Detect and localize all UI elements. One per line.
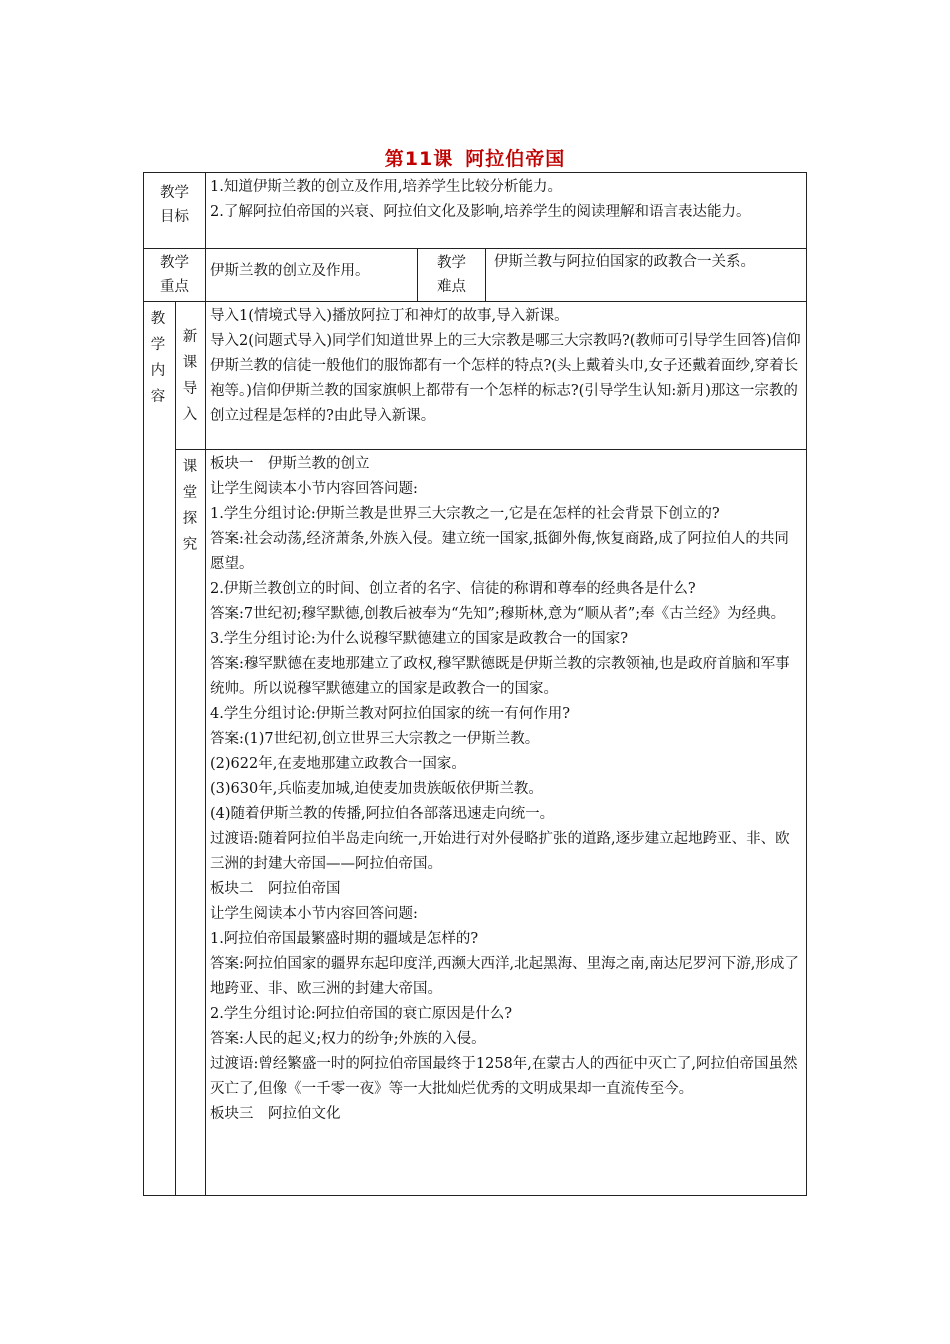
- goals-cell: [206, 173, 807, 249]
- explore-paragraph: 答案:阿拉伯国家的疆界东起印度洋,西濒大西洋,北起黑海、里海之南,南达尼罗河下游,形成了地跨亚、非、欧三洲的封建大帝国。: [210, 956, 799, 997]
- goal-item: 1.知道伊斯兰教的创立及作用,培养学生比较分析能力。: [210, 179, 562, 195]
- difficult-label: 教学难点: [418, 249, 486, 302]
- explore-paragraph: 让学生阅读本小节内容回答问题:: [210, 906, 418, 922]
- content-label: [144, 302, 176, 1196]
- explore-label: [176, 450, 206, 1196]
- explore-paragraph: 1.学生分组讨论:伊斯兰教是世界三大宗教之一,它是在怎样的社会背景下创立的?: [210, 506, 720, 522]
- explore-paragraph: 4.学生分组讨论:伊斯兰教对阿拉伯国家的统一有何作用?: [210, 706, 570, 722]
- goal-item: 2.了解阿拉伯帝国的兴衰、阿拉伯文化及影响,培养学生的阅读理解和语言表达能力。: [210, 204, 751, 220]
- explore-paragraph: (2)622年,在麦地那建立政教合一国家。: [210, 756, 466, 772]
- explore-label-text: 课堂探究: [182, 459, 198, 553]
- explore-paragraph: 答案:(1)7世纪初,创立世界三大宗教之一伊斯兰教。: [210, 731, 540, 747]
- explore-paragraph: 3.学生分组讨论:为什么说穆罕默德建立的国家是政教合一的国家?: [210, 631, 628, 647]
- explore-paragraph: 答案:社会动荡,经济萧条,外族入侵。建立统一国家,抵御外侮,恢复商路,成了阿拉伯人的共同愿望。: [210, 531, 789, 572]
- explore-paragraph: 板块二 阿拉伯帝国: [210, 881, 341, 897]
- lesson-name: 阿拉伯帝国: [465, 148, 566, 170]
- intro-paragraph: 导入1(情境式导入)播放阿拉丁和神灯的故事,导入新课。: [210, 308, 569, 324]
- key-row: [144, 249, 807, 302]
- explore-row: [144, 450, 807, 1196]
- explore-paragraph: 过渡语:随着阿拉伯半岛走向统一,开始进行对外侵略扩张的道路,逐步建立起地跨亚、非、欧三洲的封建大帝国——阿拉伯帝国。: [210, 831, 790, 872]
- explore-paragraph: 板块三 阿拉伯文化: [210, 1106, 341, 1122]
- explore-paragraph: 答案:7世纪初;穆罕默德,创教后被奉为“先知”;穆斯林,意为“顺从者”;奉《古兰经》为经典。: [210, 606, 786, 622]
- intro-label: [176, 302, 206, 450]
- intro-row: [144, 302, 807, 450]
- intro-label-text: 新课导入: [182, 329, 198, 423]
- explore-paragraph: 2.学生分组讨论:阿拉伯帝国的衰亡原因是什么?: [210, 1006, 512, 1022]
- explore-paragraph: 过渡语:曾经繁盛一时的阿拉伯帝国最终于1258年,在蒙古人的西征中灭亡了,阿拉伯帝国虽然灭亡了,但像《一千零一夜》等一大批灿烂优秀的文明成果却一直流传至今。: [210, 1056, 798, 1097]
- lesson-plan-table: [143, 172, 807, 1196]
- explore-paragraph: 答案:人民的起义;权力的纷争;外族的入侵。: [210, 1031, 486, 1047]
- explore-paragraph: 2.伊斯兰教创立的时间、创立者的名字、信徒的称谓和尊奉的经典各是什么?: [210, 581, 696, 597]
- explore-cell: [206, 450, 807, 1196]
- explore-paragraph: 答案:穆罕默德在麦地那建立了政权,穆罕默德既是伊斯兰教的宗教领袖,也是政府首脑和军事统帅。所以说穆罕默德建立的国家是政教合一的国家。: [210, 656, 790, 697]
- key-text: 伊斯兰教的创立及作用。: [206, 249, 418, 302]
- explore-paragraph: (3)630年,兵临麦加城,迫使麦加贵族皈依伊斯兰教。: [210, 781, 543, 797]
- goals-row: [144, 173, 807, 249]
- key-label: 教学重点: [144, 249, 206, 302]
- intro-paragraph: 导入2(问题式导入)同学们知道世界上的三大宗教是哪三大宗教吗?(教师可引导学生回答)信仰伊斯兰教的信徒一般他们的服饰都有一个怎样的特点?(头上戴着头巾,女子还戴着面纱,穿着长袍等。)信仰伊斯兰教的国家旗帜上都带有一个怎样的标志?(引导学生认知:新月)那这一宗教的创立过程是怎样的?由此导入新课。: [210, 333, 801, 424]
- lesson-number: 第11课: [384, 148, 454, 170]
- page-title: [0, 144, 950, 171]
- goals-label: 教学目标: [144, 173, 206, 249]
- explore-paragraph: (4)随着伊斯兰教的传播,阿拉伯各部落迅速走向统一。: [210, 806, 555, 822]
- intro-cell: [206, 302, 807, 450]
- difficult-text: 伊斯兰教与阿拉伯国家的政教合一关系。: [486, 249, 807, 302]
- content-label-text: 教学内容: [150, 311, 166, 405]
- explore-paragraph: 1.阿拉伯帝国最繁盛时期的疆域是怎样的?: [210, 931, 479, 947]
- explore-paragraph: 让学生阅读本小节内容回答问题:: [210, 481, 418, 497]
- explore-paragraph: 板块一 伊斯兰教的创立: [210, 456, 370, 472]
